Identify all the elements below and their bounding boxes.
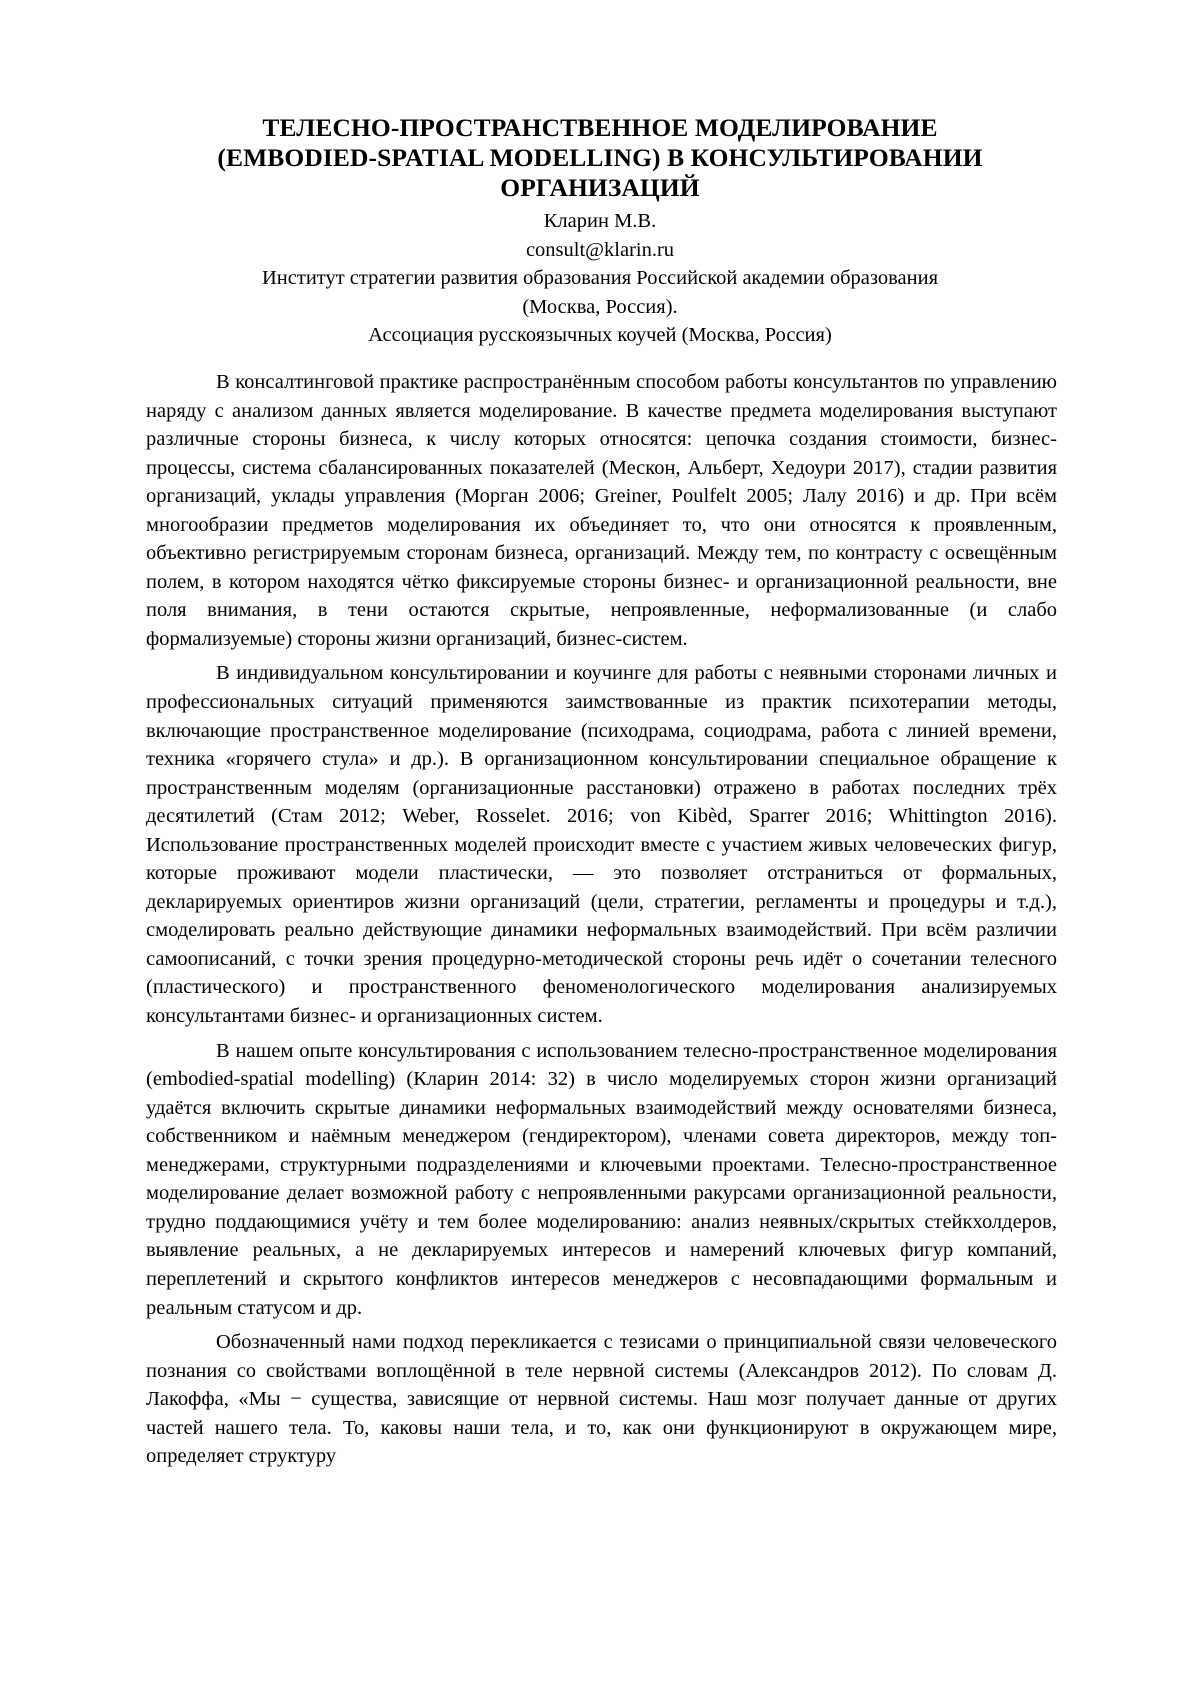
document-page <box>0 0 1200 1697</box>
author-name: Кларин М.В. <box>140 207 1060 236</box>
body-paragraph-4: Обозначенный нами подход перекликается с тезисами о принципиальной связи человеческого познания со свойствами воплощённой в теле нервной системы (Александров 2012). По словам Д. Лакоффа, «Мы − существа, зависящие от нервной системы. Наш мозг получает данные от других частей нашего тела. То, каковы наши тела, и то, как они функционируют в окружающем мире, определяет структуру <box>146 1328 1057 1471</box>
body-paragraph-2: В индивидуальном консультировании и коучинге для работы с неявными сторонами личных и профессиональных ситуаций применяются заимствованные из практик психотерапии методы, включающие пространственное моделирование (психодрама, социодрама, работа с линией времени, техника «горячего стула» и др.). В организационном консультировании специальное обращение к пространственным моделям (организационные расстановки) отражено в работах последних трёх десятилетий (Стам 2012; Weber, Rosselet. 2016; von Kibèd, Sparrer 2016; Whittington 2016). Использование пространственных моделей происходит вместе с участием живых человеческих фигур, которые проживают модели пластически, — это позволяет отстраниться от формальных, декларируемых ориентиров жизни организаций (цели, стратегии, регламенты и процедуры и т.д.), смоделировать реально действующие динамики неформальных взаимодействий. При всём различии самоописаний, с точки зрения процедурно-методической стороны речь идёт о сочетании телесного (пластического) и пространственного феноменологического моделирования анализируемых консультантами бизнес- и организационных систем. <box>146 659 1057 1030</box>
title-line-3: ОРГАНИЗАЦИЙ <box>140 173 1060 203</box>
article-header <box>140 113 1060 350</box>
author-block <box>140 207 1060 350</box>
affiliation-2: Ассоциация русскоязычных коучей (Москва, Россия) <box>140 321 1060 350</box>
article-body <box>146 368 1057 1477</box>
article-title <box>140 113 1060 203</box>
title-line-2: (EMBODIED-SPATIAL MODELLING) В КОНСУЛЬТИРОВАНИИ <box>140 143 1060 173</box>
body-paragraph-1: В консалтинговой практике распространённым способом работы консультантов по управлению наряду с анализом данных является моделирование. В качестве предмета моделирования выступают различные стороны бизнеса, к числу которых относятся: цепочка создания стоимости, бизнес-процессы, система сбалансированных показателей (Мескон, Альберт, Хедоури 2017), стадии развития организаций, уклады управления (Морган 2006; Greiner, Poulfelt 2005; Лалу 2016) и др. При всём многообразии предметов моделирования их объединяет то, что они относятся к проявленным, объективно регистрируемым сторонам бизнеса, организаций. Между тем, по контрасту с освещённым полем, в котором находятся чётко фиксируемые стороны бизнес- и организационной реальности, вне поля внимания, в тени остаются скрытые, непроявленные, неформализованные (и слабо формализуемые) стороны жизни организаций, бизнес-систем. <box>146 368 1057 653</box>
author-email[interactable]: consult@klarin.ru <box>140 236 1060 265</box>
body-paragraph-3: В нашем опыте консультирования с использованием телесно-пространственное моделирования (embodied-spatial modelling) (Кларин 2014: 32) в число моделируемых сторон жизни организаций удаётся включить скрытые динамики неформальных взаимодействий между основателями бизнеса, собственником и наёмным менеджером (гендиректором), членами совета директоров, между топ-менеджерами, структурными подразделениями и ключевыми проектами. Телесно-пространственное моделирование делает возможной работу с непроявленными ракурсами организационной реальности, трудно поддающимися учёту и тем более моделированию: анализ неявных/скрытых стейкхолдеров, выявление реальных, а не декларируемых интересов и намерений ключевых фигур компаний, переплетений и скрытого конфликтов интересов менеджеров с несовпадающими формальным и реальным статусом и др. <box>146 1037 1057 1322</box>
title-line-1: ТЕЛЕСНО-ПРОСТРАНСТВЕННОЕ МОДЕЛИРОВАНИЕ <box>140 113 1060 143</box>
affiliation-1-line-2: (Москва, Россия). <box>140 293 1060 322</box>
affiliation-1-line-1: Институт стратегии развития образования Российской академии образования <box>140 264 1060 293</box>
